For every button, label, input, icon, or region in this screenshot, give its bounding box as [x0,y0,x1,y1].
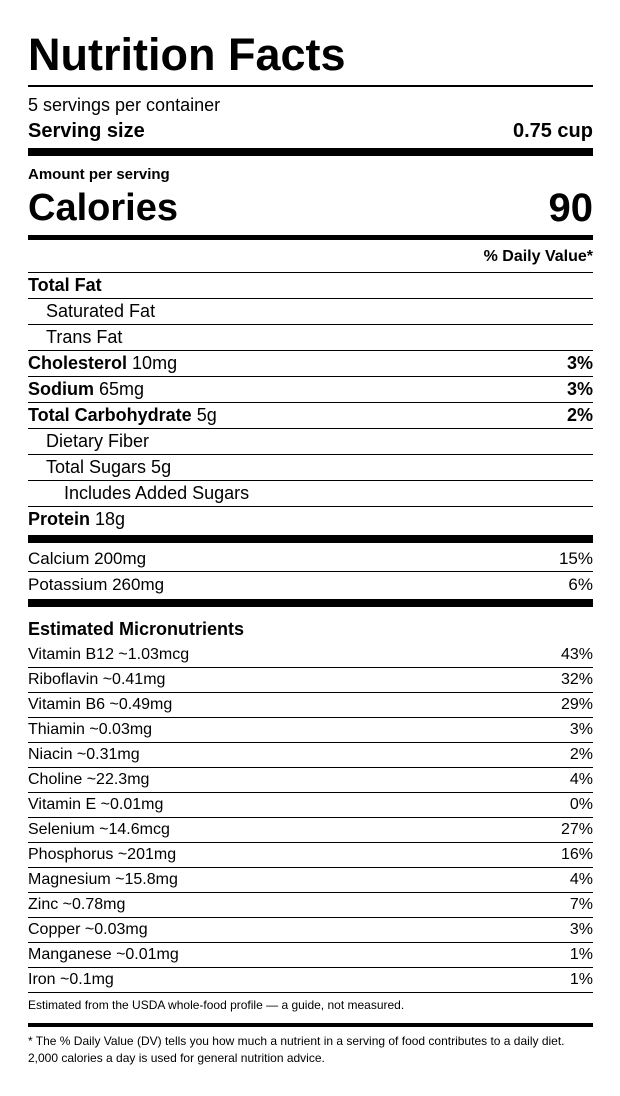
micronutrient-row [28,793,593,818]
mineral-list [28,546,593,597]
micronutrient-dv: 4% [569,871,593,888]
micronutrient-label: Copper ~0.03mg [28,921,148,938]
nutrient-name: Cholesterol [28,353,128,373]
micronutrient-dv: 1% [569,971,593,988]
medium-divider [28,235,593,240]
nutrient-row-dietary-fiber [28,429,593,455]
mineral-label: Potassium 260mg [28,575,165,594]
serving-size-value: 0.75 cup [512,120,593,142]
nutrient-row-protein [28,507,593,532]
mineral-row-potassium [28,572,593,597]
nutrient-amount: 18g [95,509,126,529]
micronutrient-label: Selenium ~14.6mcg [28,821,170,838]
mineral-row-calcium [28,546,593,572]
nutrient-amount: 65mg [99,379,145,399]
nutrient-row-total-sugars [28,455,593,481]
micronutrient-dv: 3% [569,921,593,938]
thick-divider [28,599,593,607]
serving-size-label: Serving size [28,120,145,142]
micronutrient-label: Niacin ~0.31mg [28,746,140,763]
micronutrient-dv: 7% [569,896,593,913]
micronutrient-row [28,918,593,943]
micronutrient-dv: 27% [560,821,593,838]
nutrient-amount: 10mg [132,353,178,373]
mineral-dv: 6% [568,575,593,594]
micronutrient-row [28,668,593,693]
micronutrient-row [28,743,593,768]
micronutrient-row [28,893,593,918]
micronutrient-row [28,818,593,843]
servings-per-container: 5 servings per container [28,95,221,115]
nutrient-name: Protein [28,509,91,529]
nutrient-dv: 3% [566,379,593,399]
nutrition-label [28,0,593,1067]
micronutrient-list [28,643,593,993]
micronutrient-dv: 3% [569,721,593,738]
amount-per-serving: Amount per serving [28,166,170,183]
micronutrient-row [28,943,593,968]
micronutrient-label: Iron ~0.1mg [28,971,114,988]
micronutrient-dv: 4% [569,771,593,788]
micronutrient-label: Zinc ~0.78mg [28,896,126,913]
nutrient-row-total-carbohydrate [28,403,593,429]
nutrient-name: Trans Fat [46,327,123,347]
micronutrients-title: Estimated Micronutrients [28,619,245,639]
nutrient-name: Dietary Fiber [46,431,150,451]
micronutrient-label: Vitamin B6 ~0.49mg [28,696,173,713]
nutrient-name: Includes Added Sugars [64,483,250,503]
nutrient-name: Sodium [28,379,94,399]
nutrient-name: Total Carbohydrate [28,405,192,425]
micronutrient-row [28,843,593,868]
thick-divider [28,148,593,156]
nutrient-row-sodium [28,377,593,403]
medium-divider [28,1023,593,1027]
nutrient-list [28,273,593,532]
micronutrient-row [28,868,593,893]
nutrient-row-saturated-fat [28,299,593,325]
divider [28,85,593,87]
nutrient-name: Saturated Fat [46,301,156,321]
micronutrient-label: Thiamin ~0.03mg [28,721,153,738]
micronutrient-row [28,718,593,743]
micronutrient-row [28,968,593,993]
micronutrient-label: Choline ~22.3mg [28,771,150,788]
micronutrient-row [28,768,593,793]
calories-row [28,186,593,230]
micronutrient-label: Riboflavin ~0.41mg [28,671,166,688]
micronutrient-dv: 0% [569,796,593,813]
nutrient-name: Total Sugars 5g [46,457,172,477]
nutrient-row-trans-fat [28,325,593,351]
micronutrient-row [28,693,593,718]
estimate-note: Estimated from the USDA whole-food profile — a guide, not measured. [28,998,405,1012]
thick-divider [28,535,593,543]
micronutrient-label: Phosphorus ~201mg [28,846,177,863]
serving-size-row [28,118,593,144]
micronutrient-dv: 16% [560,846,593,863]
micronutrient-dv: 1% [569,946,593,963]
nutrient-name: Total Fat [28,275,102,295]
footnote: * The % Daily Value (DV) tells you how much a nutrient in a serving of food contributes to a daily diet. 2,000 calories a day is used for general nutrition advice. [28,1034,565,1065]
micronutrient-dv: 29% [560,696,593,713]
micronutrient-dv: 2% [569,746,593,763]
micronutrient-dv: 43% [560,646,593,663]
calories-label: Calories [28,187,178,229]
micronutrient-row [28,643,593,668]
mineral-dv: 15% [558,549,593,568]
nutrient-dv: 2% [566,405,593,425]
calories-value: 90 [548,186,593,230]
label-title: Nutrition Facts [28,29,346,80]
nutrient-row-added-sugars [28,481,593,507]
nutrient-amount: 5g [196,405,217,425]
nutrient-row-total-fat [28,273,593,299]
micronutrient-label: Manganese ~0.01mg [28,946,179,963]
micronutrient-label: Vitamin B12 ~1.03mcg [28,646,190,663]
micronutrient-dv: 32% [560,671,593,688]
nutrient-dv: 3% [566,353,593,373]
micronutrient-label: Vitamin E ~0.01mg [28,796,164,813]
nutrient-row-cholesterol [28,351,593,377]
mineral-label: Calcium 200mg [28,549,147,568]
micronutrient-label: Magnesium ~15.8mg [28,871,178,888]
daily-value-header: % Daily Value* [483,248,593,265]
